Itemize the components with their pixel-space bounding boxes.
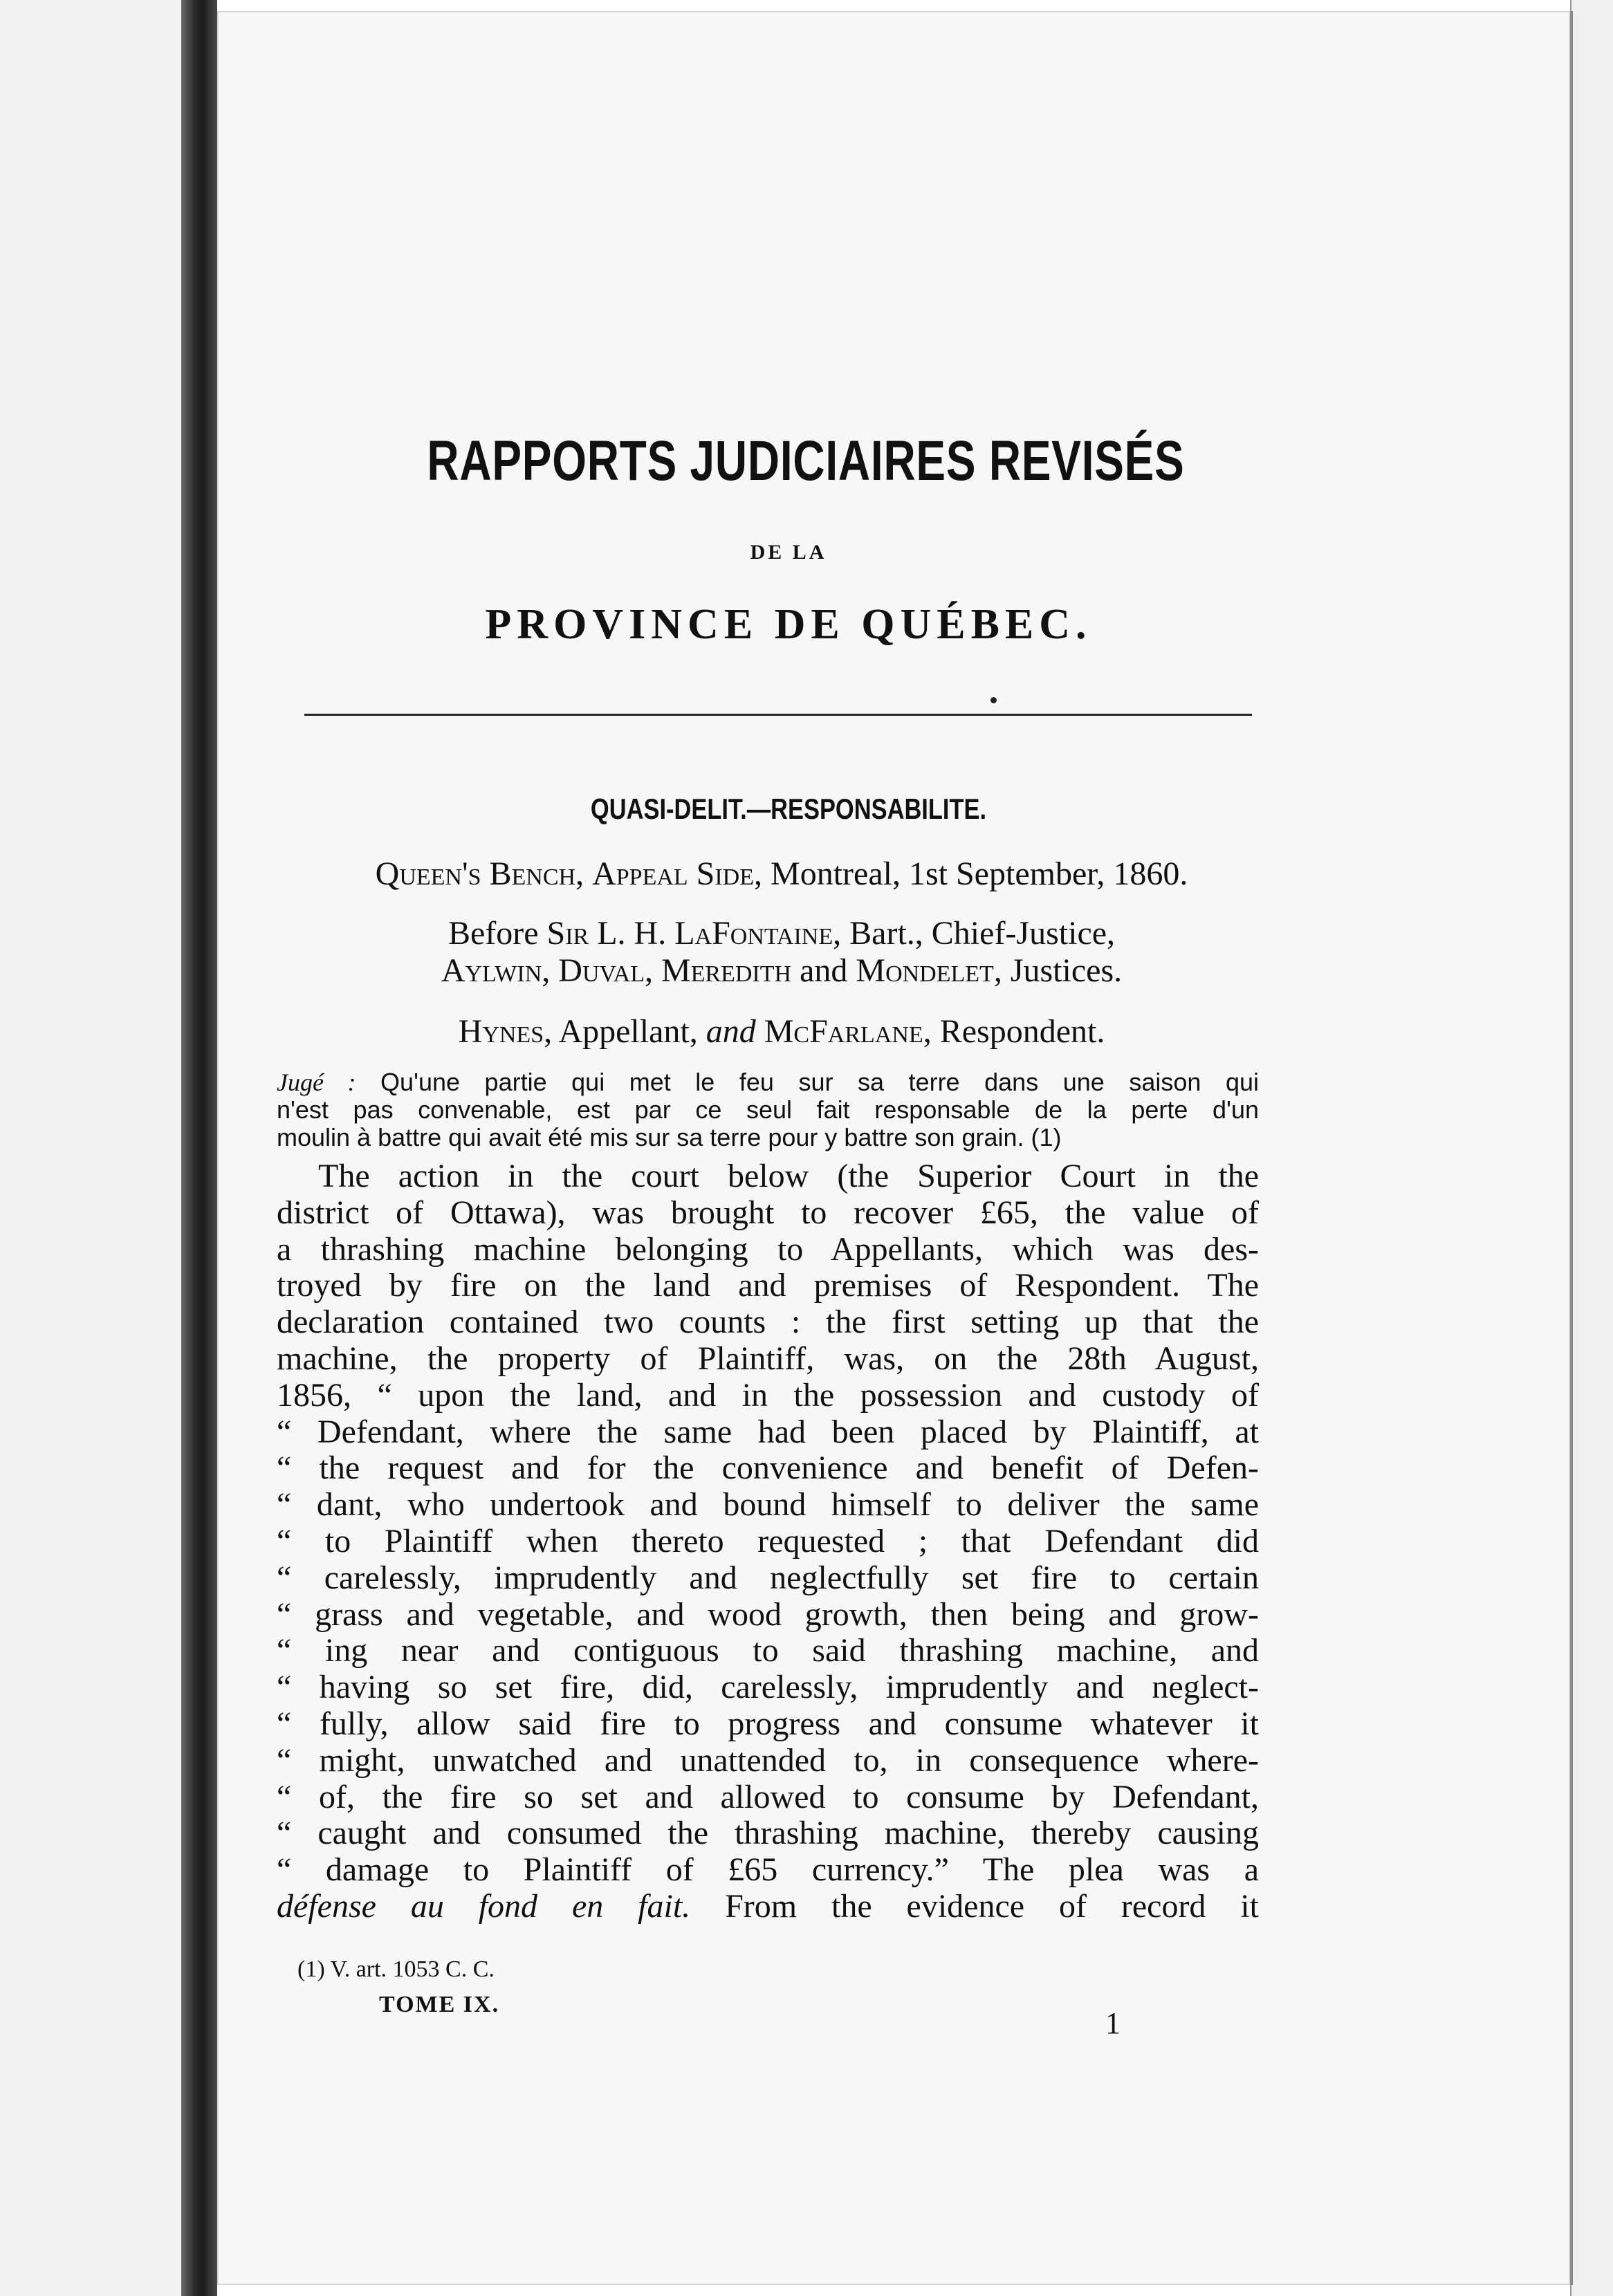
body-line: The action in the court below (the Superior Court in the [318,1158,1259,1194]
justices-names-b: Mondelet [856,952,994,989]
title-divider [304,714,1252,716]
summary-line: moulin à battre qui avait été mis sur sa terre pour y battre son grain. (1) [277,1123,1062,1151]
court-place-date: , Montreal, 1st September, 1860. [754,855,1188,892]
body-line: “ caught and consumed the thrashing machine, thereby causing [277,1815,1259,1852]
respondent-role: , Respondent. [923,1013,1105,1050]
body-line: declaration contained two counts : the first setting up that the [277,1304,1259,1341]
justices-and: and [791,952,856,989]
body-line: “ of, the fire so set and allowed to consume by Defendant, [277,1778,1259,1815]
left-facing-page [0,0,181,2296]
body-line: a thrashing machine belonging to Appellants, which was des- [277,1230,1259,1268]
justices-names-a: Aylwin, Duval, Meredith [441,952,792,989]
respondent-name: McFarlane [764,1013,923,1050]
body-line: 1856, “ upon the land, and in the possession and custody of [277,1376,1259,1414]
case-heading: QUASI-DELIT.—RESPONSABILITE. [590,793,987,825]
title-province: PROVINCE DE QUÉBEC. [485,601,1092,648]
footnote: (1) V. art. 1053 C. C. [297,1956,495,1982]
judgment-summary [277,1068,1259,1151]
tome-label: TOME IX. [379,1992,500,2017]
parties-and: and [706,1013,756,1050]
before-word: Before [448,915,547,952]
chief-justice-name: Sir L. H. LaFontaine [546,915,833,952]
justices-line [284,952,1280,990]
body-line: “ fully, allow said fire to progress and consume whatever it [277,1705,1259,1742]
appellant-name: Hynes [458,1013,544,1050]
before-line [284,914,1280,952]
body-line: “ having so set fire, did, carelessly, imprudently and neglect- [277,1669,1259,1706]
body-line-last: défense au fond en fait. From the evidence of record it [277,1887,1259,1925]
page-edge [1570,0,1613,2296]
body-line: “ ing near and contiguous to said thrashing machine, and [277,1632,1259,1669]
body-line: “ the request and for the convenience and benefit of Defen- [277,1450,1259,1487]
summary-line: n'est pas convenable, est par ce seul fait responsable de la perte d'un [277,1095,1259,1124]
appellant-role: , Appellant, [544,1013,706,1050]
body-line: troyed by fire on the land and premises of Respondent. The [277,1267,1259,1304]
body-text [277,1158,1259,1925]
chief-justice-title: , Bart., Chief-Justice, [833,915,1116,952]
page-title: RAPPORTS JUDICIAIRES REVISÉS [427,429,1185,492]
court-bench: Queen's Bench [375,855,576,892]
court-line: Queen's Bench, Appeal Side, Montreal, 1st September, 1860. [375,855,1188,892]
body-line: “ might, unwatched and unattended to, in consequence where- [277,1741,1259,1779]
body-line: “ carelessly, imprudently and neglectfully set fire to certain [277,1559,1259,1596]
summary-label: Jugé : [277,1068,356,1096]
body-line: “ damage to Plaintiff of £65 currency.” The plea was a [277,1851,1259,1889]
body-line: district of Ottawa), was brought to recover £65, the value of [277,1194,1259,1231]
book-gutter [181,0,217,2296]
divider-dot [990,697,997,703]
title-connector: DE LA [750,541,827,564]
body-line: “ dant, who undertook and bound himself to deliver the same [277,1486,1259,1524]
body-line: “ grass and vegetable, and wood growth, then being and grow- [277,1595,1259,1633]
parties-line [284,1012,1280,1050]
italic-phrase: défense au fond en fait. [277,1887,691,1925]
body-line: machine, the property of Plaintiff, was, on the 28th August, [277,1340,1259,1377]
body-line: “ Defendant, where the same had been placed by Plaintiff, at [277,1413,1259,1450]
summary-line: Jugé : Qu'une partie qui met le feu sur sa terre dans une saison qui [277,1068,1259,1096]
court-side: Appeal Side [592,855,755,892]
body-line: “ to Plaintiff when thereto requested ; that Defendant did [277,1522,1259,1559]
page-number: 1 [1105,2006,1121,2040]
justices-title: , Justices. [993,952,1123,989]
